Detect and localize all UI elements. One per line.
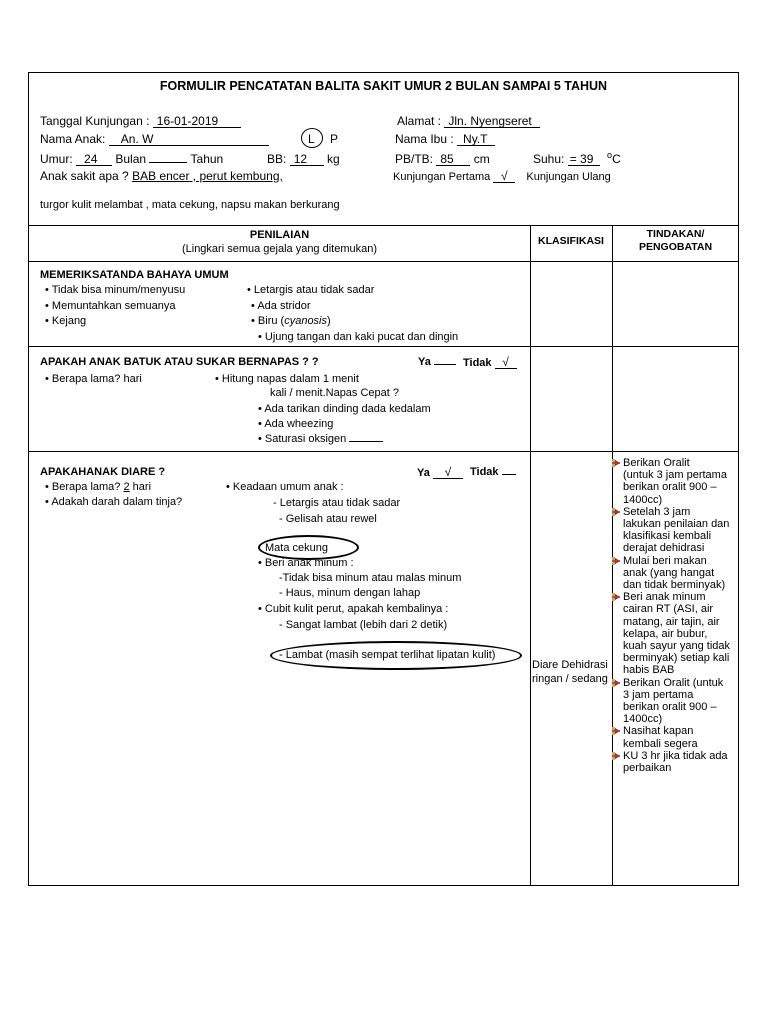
tindakan-header-1: TINDAKAN/ [646, 228, 705, 240]
bahaya-left-3: • Kejang [45, 315, 87, 327]
klasifikasi-line-2: ringan / sedang [532, 673, 608, 685]
umur-label: Umur: [40, 152, 73, 166]
batuk-q1: • Berapa lama? hari [45, 373, 142, 385]
bahaya-section-line [29, 346, 738, 347]
penilaian-subheader: (Lingkari semua gejala yang ditemukan) [181, 243, 378, 255]
tahun-label: Tahun [190, 152, 224, 166]
bahaya-heading: MEMERIKSATANDA BAHAYA UMUM [40, 269, 229, 281]
tindakan-line: anak (yang hangat [623, 566, 715, 579]
diare-gelisah: - Gelisah atau rewel [279, 513, 377, 525]
catatan-text: turgor kulit melambat , mata cekung, napsu makan berkurang [40, 199, 340, 211]
arrow-bullet-icon [612, 507, 620, 515]
arrow-bullet-icon [612, 726, 620, 734]
batuk-heading: APAKAH ANAK BATUK ATAU SUKAR BERNAPAS ? ? [40, 356, 319, 368]
kg-label: kg [327, 152, 340, 166]
klasifikasi-divider [530, 225, 531, 886]
penilaian-header: PENILAIAN [249, 229, 310, 241]
tindakan-line: Mulai beri makan [623, 554, 707, 567]
tindakan-item [612, 591, 739, 676]
bb-field [267, 152, 340, 166]
bulan-blank [149, 162, 187, 163]
tindakan-line: cairan RT (ASI, air [623, 603, 714, 616]
batuk-section-line [29, 451, 738, 452]
tindakan-item [612, 457, 739, 506]
kunjungan-field [393, 170, 611, 183]
bahaya-left-2: • Memuntahkan semuanya [45, 300, 176, 312]
sex-p: P [330, 132, 339, 146]
batuk-q5: • Saturasi oksigen [258, 433, 383, 445]
tindakan-line: Setelah 3 jam [623, 505, 691, 518]
umur-value: 24 [76, 153, 112, 166]
bulan-label: Bulan [115, 152, 147, 166]
arrow-bullet-icon [612, 556, 620, 564]
tanggal-value: 16-01-2019 [153, 115, 241, 128]
bb-value: 12 [290, 153, 324, 166]
bahaya-right-3: • Biru (cyanosis) [251, 315, 331, 327]
diare-cubit: • Cubit kulit perut, apakah kembalinya : [258, 603, 449, 615]
batuk-q4: • Ada wheezing [258, 418, 334, 430]
kunjungan-ulang-label: Kunjungan Ulang [526, 171, 611, 183]
keluhan-label: Anak sakit apa ? [40, 169, 129, 183]
batuk-ya: Ya [418, 356, 456, 368]
diare-tidak: Tidak [470, 466, 516, 478]
tindakan-line: kelapa, air bubur, [623, 627, 708, 640]
umur-field [40, 152, 223, 166]
tindakan-line: habis BAB [623, 664, 675, 677]
form-container [28, 72, 739, 886]
diare-keadaan: • Keadaan umum anak : [226, 481, 344, 493]
tindakan-item [612, 725, 739, 749]
nama-ibu-label: Nama Ibu : [395, 132, 454, 146]
klasifikasi-header: KLASIFIKASI [538, 235, 604, 247]
tindakan-item [612, 677, 739, 726]
nama-anak-field [40, 132, 269, 146]
sex-l: L [308, 132, 315, 146]
tindakan-line: Beri anak minum [623, 591, 706, 604]
alamat-value: Jln. Nyengseret [444, 115, 540, 128]
suhu-field [533, 152, 621, 166]
nama-ibu-value: Ny.T [457, 133, 495, 146]
arrow-bullet-icon [612, 592, 620, 600]
kunjungan-pertama-label: Kunjungan Pertama [393, 171, 491, 183]
diare-sangat: - Sangat lambat (lebih dari 2 detik) [279, 619, 448, 631]
diare-lambat: - Lambat (masih sempat terlihat lipatan kulit) [279, 649, 496, 661]
tindakan-item [612, 506, 739, 555]
bahaya-right-2: • Ada stridor [251, 300, 311, 312]
bahaya-right-4: • Ujung tangan dan kaki pucat dan dingin [258, 331, 459, 343]
pbtb-label: PB/TB: [395, 152, 434, 166]
keluhan-field [40, 169, 283, 183]
tindakan-line: derajat dehidrasi [623, 542, 705, 555]
suhu-value: = 39 [568, 153, 600, 166]
arrow-bullet-icon [612, 458, 620, 466]
degree-sign: o [607, 150, 613, 160]
tindakan-line: 1400cc) [623, 493, 663, 506]
diare-heading: APAKAHANAK DIARE ? [40, 466, 166, 478]
tindakan-line: berminyak) setiap kali [623, 652, 730, 665]
tindakan-line: Nasihat kapan [623, 725, 694, 738]
diare-ya: Ya √ [417, 466, 463, 479]
nama-anak-value: An. W [109, 133, 269, 146]
tindakan-item [612, 750, 739, 774]
arrow-bullet-icon [612, 678, 620, 686]
tanggal-label: Tanggal Kunjungan : [40, 114, 150, 128]
tindakan-line: 3 jam pertama [623, 688, 694, 701]
tindakan-line: (untuk 3 jam pertama [623, 469, 727, 482]
tindakan-header-2: PENGOBATAN [638, 241, 713, 253]
alamat-field [397, 114, 540, 128]
pbtb-field [395, 152, 490, 166]
batuk-q2b: kali / menit.Napas Cepat ? [270, 387, 400, 399]
diare-beri: • Beri anak minum : [258, 557, 354, 569]
alamat-label: Alamat : [397, 114, 442, 128]
bb-label: BB: [267, 152, 287, 166]
tindakan-line: klasifikasi kembali [623, 530, 712, 543]
suhu-label: Suhu: [533, 152, 565, 166]
tindakan-line: 1400cc) [623, 713, 663, 726]
table-top-line [29, 225, 738, 226]
nama-anak-label: Nama Anak: [40, 132, 106, 146]
bahaya-right-1: • Letargis atau tidak sadar [247, 284, 375, 296]
columns-header-line [29, 261, 738, 262]
tindakan-line: berikan oralit 900 – [623, 701, 717, 714]
diare-q2: • Adakah darah dalam tinja? [45, 496, 183, 508]
tindakan-line: berikan oralit 900 – [623, 481, 717, 494]
batuk-q3: • Ada tarikan dinding dada kedalam [258, 403, 431, 415]
tanggal-field [40, 114, 241, 128]
keluhan-value: BAB encer , perut kembung, [132, 169, 283, 183]
batuk-tidak: Tidak √ [463, 356, 517, 369]
tindakan-line: kembali segera [623, 737, 698, 750]
cm-label: cm [473, 152, 490, 166]
pbtb-value: 85 [436, 153, 470, 166]
tindakan-line: Berikan Oralit [623, 457, 690, 469]
kunjungan-pertama-check: √ [493, 170, 515, 183]
batuk-q2: • Hitung napas dalam 1 menit [215, 373, 359, 385]
diare-mata-cekung: Mata cekung [265, 542, 328, 554]
bahaya-left-1: • Tidak bisa minum/menyusu [45, 284, 186, 296]
diare-tidak-bisa: -Tidak bisa minum atau malas minum [279, 572, 462, 584]
arrow-bullet-icon [612, 751, 620, 759]
tindakan-item [612, 555, 739, 592]
form-title: FORMULIR PENCATATAN BALITA SAKIT UMUR 2 BULAN SAMPAI 5 TAHUN [159, 79, 608, 93]
tindakan-line: matang, air tajin, air [623, 615, 720, 628]
nama-ibu-field [395, 132, 495, 146]
tindakan-line: perbaikan [623, 762, 672, 775]
tindakan-line: Berikan Oralit (untuk [623, 676, 724, 689]
tindakan-list [612, 457, 739, 774]
diare-haus: - Haus, minum dengan lahap [279, 587, 421, 599]
suhu-unit: C [612, 152, 621, 166]
diare-letargis: - Letargis atau tidak sadar [273, 497, 401, 509]
tindakan-line: KU 3 hr jika tidak ada [623, 749, 728, 762]
diare-q1: • Berapa lama? 2 hari [45, 481, 152, 493]
tindakan-line: dan tidak berminyak) [623, 579, 726, 592]
klasifikasi-line-1: Diare Dehidrasi [532, 659, 608, 671]
tindakan-line: kuah sayur yang tidak [623, 640, 731, 653]
tindakan-line: lakukan penilaian dan [623, 518, 730, 531]
